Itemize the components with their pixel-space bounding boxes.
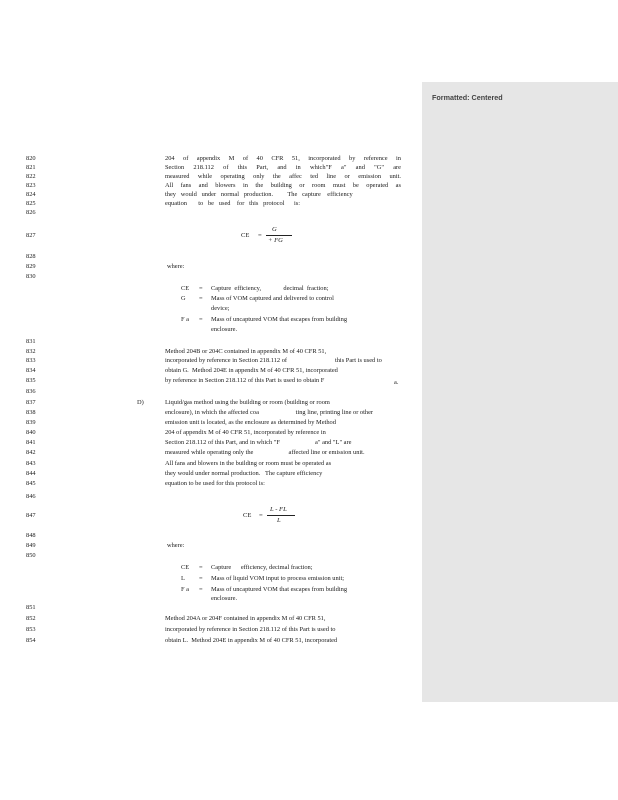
line-number: 843 <box>26 460 36 467</box>
paragraph-line: equation to be used for this protocol is: <box>165 200 301 207</box>
method-line: incorporated by reference in Section 218.112 of this Part is used to <box>165 626 336 633</box>
def-desc: Capture efficiency, decimal fraction; <box>211 564 313 571</box>
def-symbol: G <box>181 295 186 302</box>
equation-numerator: G <box>272 226 277 233</box>
paragraph-line: 204 of appendix M of 40 CFR 51, incorporated by reference in <box>165 155 401 162</box>
def-equals: = <box>199 316 203 323</box>
line-number: 831 <box>26 338 36 345</box>
line-number: 848 <box>26 532 36 539</box>
equation-equals: = <box>258 232 262 239</box>
def-equals: = <box>199 285 203 292</box>
line-number: 833 <box>26 357 36 364</box>
def-desc: Mass of uncaptured VOM that escapes from building <box>211 586 348 593</box>
def-desc: Mass of VOM captured and delivered to control <box>211 295 334 302</box>
line-number: 842 <box>26 449 36 456</box>
def-equals: = <box>199 575 203 582</box>
def-desc: Capture efficiency, decimal fraction; <box>211 285 329 292</box>
def-symbol: F a <box>181 316 189 323</box>
method-line: Method 204A or 204F contained in appendix M of 40 CFR 51, <box>165 615 326 622</box>
def-desc-cont: enclosure. <box>211 326 238 333</box>
equation-denominator: L <box>277 517 281 524</box>
equation-equals: = <box>259 512 263 519</box>
line-number: 834 <box>26 367 36 374</box>
line-number: 829 <box>26 263 36 270</box>
def-symbol: CE <box>181 564 190 571</box>
equation-numerator: L - FL <box>270 506 287 513</box>
def-equals: = <box>199 564 203 571</box>
where-label: where: <box>167 263 185 270</box>
paragraph-line: measured while operating only the affected line or emission unit. <box>165 449 365 456</box>
def-equals: = <box>199 295 203 302</box>
line-number: 820 <box>26 155 36 162</box>
line-number: 850 <box>26 552 36 559</box>
comment-pane[interactable] <box>422 82 618 702</box>
line-number: 839 <box>26 419 36 426</box>
paragraph-line: they would under normal production. The capture efficiency <box>165 191 353 198</box>
method-line: obtain L. Method 204E in appendix M of 40 CFR 51, incorporated <box>165 637 338 644</box>
equation-denominator: + FG <box>268 237 283 244</box>
line-number: 828 <box>26 253 36 260</box>
paragraph-line: 204 of appendix M of 40 CFR 51, incorporated by reference in <box>165 429 326 436</box>
def-symbol: F a <box>181 586 189 593</box>
line-number: 824 <box>26 191 36 198</box>
line-number: 836 <box>26 388 36 395</box>
paragraph-line: they would under normal production. The capture efficiency <box>165 470 323 477</box>
line-number: 832 <box>26 348 36 355</box>
line-number: 826 <box>26 209 36 216</box>
paragraph-line: equation to be used for this protocol is: <box>165 480 265 487</box>
line-number: 846 <box>26 493 36 500</box>
equation-lhs: CE <box>241 232 250 239</box>
line-number: 830 <box>26 273 36 280</box>
line-number: 847 <box>26 512 36 519</box>
line-number: 852 <box>26 615 36 622</box>
paragraph-line: All fans and blowers in the building or room must be operated as <box>165 182 401 189</box>
line-number: 851 <box>26 604 36 611</box>
fraction-bar <box>267 515 295 516</box>
paragraph-line: emission unit is located, as the enclosure as determined by Method <box>165 419 336 426</box>
paragraph-line: Liquid/gas method using the building or room (building or room <box>165 399 330 406</box>
line-number: 840 <box>26 429 36 436</box>
line-number: 822 <box>26 173 36 180</box>
line-number: 845 <box>26 480 36 487</box>
line-number: 827 <box>26 232 36 239</box>
method-subscript: a. <box>394 379 399 386</box>
comment-heading: Formatted: Centered <box>432 93 503 102</box>
paragraph-line: Section 218.112 of this Part, and in which "F a" and "L" are <box>165 439 352 446</box>
fraction-bar <box>266 235 292 236</box>
paragraph-line: measured while operating only the affec ted line or emission unit. <box>165 173 401 180</box>
def-desc-cont: device; <box>211 305 230 312</box>
line-number: 841 <box>26 439 36 446</box>
def-equals: = <box>199 586 203 593</box>
line-number: 854 <box>26 637 36 644</box>
line-number: 837 <box>26 399 36 406</box>
paragraph-line: All fans and blowers in the building or room must be operated as <box>165 460 332 467</box>
def-desc: Mass of uncaptured VOM that escapes from building <box>211 316 348 323</box>
where-label: where: <box>167 542 185 549</box>
section-label: D) <box>137 399 144 406</box>
equation-lhs: CE <box>243 512 252 519</box>
def-symbol: CE <box>181 285 190 292</box>
method-line: incorporated by reference in Section 218.112 of this Part is used to <box>165 357 382 364</box>
method-line: obtain G. Method 204E in appendix M of 40 CFR 51, incorporated <box>165 367 338 374</box>
paragraph-line: enclosure), in which the affected coa ting line, printing line or other <box>165 409 374 416</box>
def-desc: Mass of liquid VOM input to process emission unit; <box>211 575 345 582</box>
line-number: 825 <box>26 200 36 207</box>
method-line: by reference in Section 218.112 of this Part is used to obtain F <box>165 377 325 384</box>
line-number: 835 <box>26 377 36 384</box>
def-desc-cont: enclosure. <box>211 595 238 602</box>
line-number: 838 <box>26 409 36 416</box>
line-number: 849 <box>26 542 36 549</box>
line-number: 821 <box>26 164 36 171</box>
line-number: 853 <box>26 626 36 633</box>
def-symbol: L <box>181 575 185 582</box>
line-number: 844 <box>26 470 36 477</box>
line-number: 823 <box>26 182 36 189</box>
paragraph-line: Section 218.112 of this Part, and in which"F a" and "G" are <box>165 164 401 171</box>
method-line: Method 204B or 204C contained in appendix M of 40 CFR 51, <box>165 348 327 355</box>
